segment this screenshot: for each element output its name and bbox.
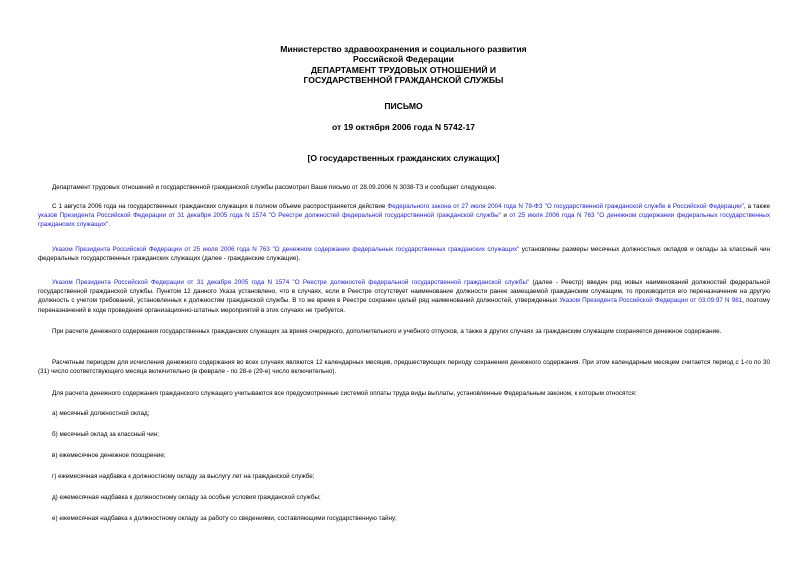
header-ministry: Министерство здравоохранения и социального развития	[280, 44, 527, 54]
link-decree-981[interactable]: Указом Президента Российской Федерации от 03.09.97 N 981	[559, 297, 743, 305]
paragraph-text: С 1 августа 2006 года на государственных гражданских служащих в полном объеме распространяется действие	[52, 203, 388, 210]
paragraph-text: .	[108, 221, 111, 229]
paragraph-text: и	[500, 212, 510, 220]
link-decree-763[interactable]: Указом Президента Российской Федерации от 25 июля 2006 года N 763 "О денежном содержании федеральных государственных гражданских служащих"	[52, 246, 520, 253]
list-item-f: е) ежемесячная надбавка к должностному окладу за работу со сведениями, составляющими государственную тайну;	[52, 515, 397, 522]
list-item-e: д) ежемесячная надбавка к должностному окладу за особые условия гражданской службы;	[52, 494, 321, 501]
list-item-b: б) месячный оклад за классный чин;	[52, 431, 160, 438]
document-date-number: от 19 октября 2006 года N 5742-17	[331, 122, 476, 132]
paragraph-calculation-period: Расчетным периодом для исчисления денежного содержания во всех случаях являются 12 календарных месяцев, предшествующих периоду сохранения денежного содержания. При этом календарным месяцем считается период с 1-го по 30 (31) число соответствующего месяца включительно (в феврале - по 28-е (29-е) число включительно).	[38, 359, 770, 376]
document-type: ПИСЬМО	[384, 101, 423, 111]
paragraph-vacation-pay: При расчете денежного содержания государственных гражданских служащих за время очередного, дополнительного и учебного отпусков, а также в других случаях за гражданским служащим сохраняется денежное содержание.	[52, 328, 722, 335]
header-department-line1: ДЕПАРТАМЕНТ ТРУДОВЫХ ОТНОШЕНИЙ И	[310, 64, 497, 75]
link-federal-law-79[interactable]: Федерального закона от 27 июля 2004 года N 79-ФЗ "О государственной гражданской службе в Российской Федерации"	[387, 203, 744, 210]
paragraph-registry-decree	[38, 278, 770, 315]
paragraph-payments-included: Для расчета денежного содержания гражданского служащего учитываются все предусмотренные системой оплаты труда виды выплаты, установленные Федеральным законом, к которым относятся:	[52, 390, 637, 397]
header-country: Российской Федерации	[353, 54, 454, 65]
paragraph-intro: Департамент трудовых отношений и государственной гражданской службы рассмотрел Ваше письмо от 28.09.2006 N 3038-ТЗ и сообщает следующее.	[52, 184, 497, 191]
paragraph-text: , поэтому переназначений в ходе проведения организационно-штатных мероприятий в этих случаях не требуется.	[38, 297, 770, 314]
paragraph-text: установлены размеры месячных должностных окладов и оклады за классный чин федеральных государственных гражданских служащих (далее - гражданские служащие).	[38, 246, 770, 263]
header-department-line2: ГОСУДАРСТВЕННОЙ ГРАЖДАНСКОЙ СЛУЖБЫ	[303, 75, 504, 86]
paragraph-text: (далее - Реестр) введен ряд новых наименований должностей федеральной государственной гражданской службы. Пунктом 12 данного Указа установлено, что в случаях, если в Реестре отсутствует наименование должности ранее замещаемой гражданским служащим, то производится его переназначение на другую должность с учетом требований, установленных к должностям гражданской службы. В то же время в Реестре сохранен целый ряд наименований должностей, утвержденных	[38, 279, 770, 305]
list-item-a: а) месячный должностной оклад;	[52, 410, 150, 417]
list-item-d: г) ежемесячная надбавка к должностному окладу за выслугу лет на гражданской службе;	[52, 473, 315, 480]
paragraph-text: , а также	[743, 203, 770, 210]
link-decree-763[interactable]: от 25 июля 2006 года N 763 "О денежном содержании федеральных государственных гражданских служащих"	[38, 212, 770, 229]
link-decree-1574[interactable]: указов Президента Российской Федерации от 31 декабря 2005 года N 1574 "О Реестре должностей федеральной государственной гражданской службы"	[38, 212, 501, 220]
document-subject: [О государственных гражданских служащих]	[307, 153, 500, 163]
link-decree-1574[interactable]: Указом Президента Российской Федерации от 31 декабря 2005 года N 1574 "О Реестре должностей федеральной государственной гражданской службы"	[52, 279, 530, 286]
paragraph-salary-decree	[38, 245, 770, 263]
list-item-c: в) ежемесячное денежное поощрение;	[52, 452, 166, 459]
paragraph-laws-in-force	[38, 202, 770, 230]
document-header	[0, 44, 807, 86]
